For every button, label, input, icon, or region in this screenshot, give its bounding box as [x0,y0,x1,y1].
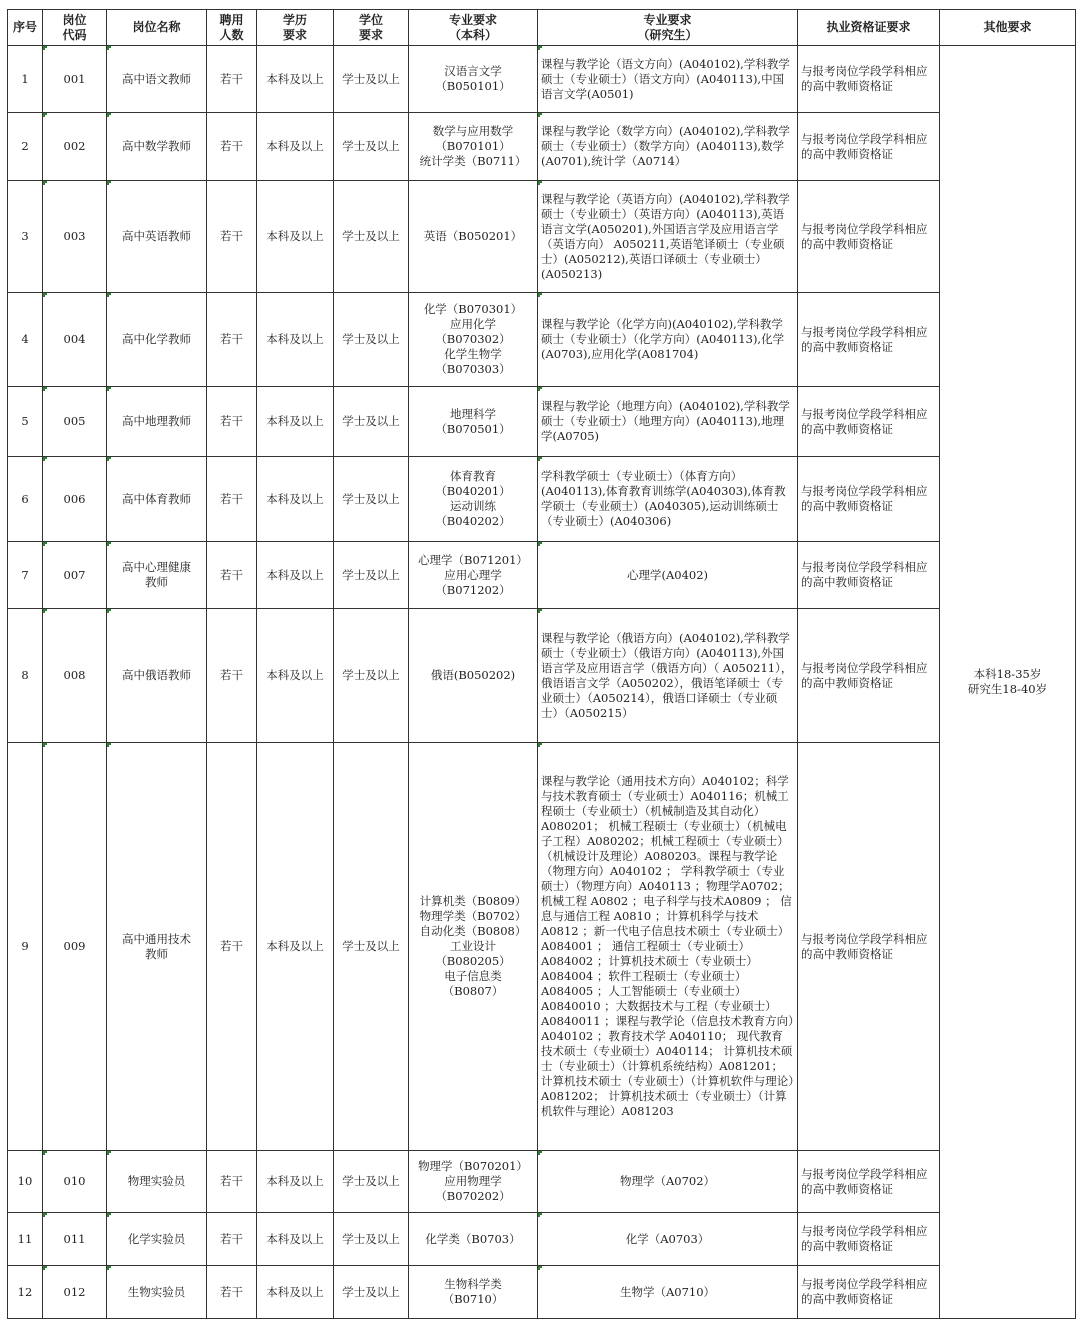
cell-degree-text: 学士及以上 [342,668,400,682]
cell-seq [8,46,43,113]
cell-post-name-text: 高中体育教师 [122,491,191,506]
cell-certificate [798,387,940,457]
cell-major-bachelor-text: 化学类（B0703） [425,1231,521,1246]
cell-major-bachelor-text: 地理科学 （B070501） [435,406,511,436]
cell-degree-text: 学士及以上 [342,567,400,582]
cell-corner-marker [43,609,47,613]
cell-hire-count-text: 若干 [220,1284,243,1299]
cell-post-name [107,293,207,387]
cell-post-code [43,1213,107,1266]
cell-corner-marker [43,1213,47,1217]
cell-certificate [798,1151,940,1213]
cell-hire-count-text: 若干 [220,71,243,86]
cell-corner-marker [107,743,111,747]
cell-degree [334,387,409,457]
cell-post-code [43,387,107,457]
cell-corner-marker [538,542,542,546]
cell-major-graduate-text: 化学（A0703） [625,1231,710,1246]
cell-hire-count-text: 若干 [220,939,243,953]
cell-certificate-text: 与报考岗位学段学科相应的高中教师资格证 [801,1277,928,1306]
header-other: 其他要求 [940,10,1076,46]
cell-post-code [43,113,107,181]
cell-seq [8,542,43,609]
header-education: 学历 要求 [257,10,334,46]
cell-degree-text: 学士及以上 [342,1284,400,1299]
cell-degree [334,181,409,293]
cell-certificate-text: 与报考岗位学段学科相应的高中教师资格证 [801,560,928,589]
cell-major-graduate [538,1151,798,1213]
cell-major-graduate [538,46,798,113]
cell-major-bachelor [409,1266,538,1319]
cell-seq-text: 9 [21,939,29,953]
cell-education-text: 本科及以上 [266,139,324,153]
cell-major-graduate-text: 课程与教学论（语文方向）(A040102),学科教学硕士（专业硕士）（语文方向）(A040113),中国语言文学(A0501) [541,56,790,101]
cell-seq [8,1151,43,1213]
cell-post-code-text: 010 [63,1174,86,1188]
cell-hire-count [207,1151,257,1213]
cell-education-text: 本科及以上 [266,1231,324,1246]
cell-education [257,293,334,387]
cell-hire-count [207,743,257,1151]
cell-post-code-text: 011 [63,1231,86,1246]
cell-major-bachelor-text: 英语（B050201） [423,229,523,243]
cell-post-code [43,1151,107,1213]
cell-certificate [798,1213,940,1266]
cell-post-code-text: 003 [63,229,86,243]
cell-major-bachelor-text: 数学与应用数学 （B070101） 统计学类（B0711） [419,124,527,168]
cell-post-code [43,542,107,609]
cell-certificate [798,46,940,113]
table-row [8,46,1076,113]
table-row [8,113,1076,181]
cell-major-bachelor-text: 生物科学类 （B0710） [442,1277,504,1306]
cell-education [257,542,334,609]
cell-hire-count [207,293,257,387]
cell-hire-count [207,609,257,743]
cell-corner-marker [43,293,47,297]
cell-post-code [43,293,107,387]
cell-corner-marker [43,542,47,546]
cell-post-code-text: 006 [63,491,86,506]
cell-post-code [43,609,107,743]
cell-major-bachelor [409,1151,538,1213]
cell-corner-marker [107,1151,111,1155]
table-row [8,387,1076,457]
cell-hire-count-text: 若干 [220,1231,243,1246]
header-row [8,10,1076,46]
cell-education-text: 本科及以上 [266,567,324,582]
cell-degree [334,743,409,1151]
cell-education-text: 本科及以上 [266,229,324,243]
cell-seq-text: 11 [17,1231,33,1246]
cell-seq [8,457,43,542]
cell-major-graduate [538,1213,798,1266]
cell-degree-text: 学士及以上 [342,1231,400,1246]
cell-other-requirement [940,46,1076,1319]
cell-hire-count [207,113,257,181]
cell-post-code-text: 012 [63,1284,86,1299]
cell-post-name [107,743,207,1151]
cell-corner-marker [43,181,47,185]
cell-degree [334,1266,409,1319]
cell-major-graduate-text: 生物学（A0710） [619,1284,716,1299]
cell-major-bachelor [409,1213,538,1266]
cell-degree-text: 学士及以上 [342,229,400,243]
cell-degree-text: 学士及以上 [342,491,400,506]
cell-education-text: 本科及以上 [266,1174,324,1188]
cell-hire-count [207,542,257,609]
cell-seq-text: 2 [21,139,29,153]
cell-seq [8,609,43,743]
cell-post-name [107,113,207,181]
cell-degree [334,457,409,542]
header-post-code: 岗位 代码 [43,10,107,46]
cell-seq [8,181,43,293]
cell-corner-marker [107,46,111,50]
cell-post-name [107,457,207,542]
cell-certificate-text: 与报考岗位学段学科相应的高中教师资格证 [801,1224,928,1253]
cell-seq-text: 5 [21,414,29,428]
cell-post-name-text: 高中俄语教师 [122,668,191,682]
cell-education [257,609,334,743]
cell-major-bachelor-text: 俄语(B050202) [430,668,516,682]
cell-post-name [107,1266,207,1319]
cell-major-bachelor [409,542,538,609]
cell-degree-text: 学士及以上 [342,939,400,953]
cell-education [257,743,334,1151]
header-post-name: 岗位名称 [107,10,207,46]
cell-major-bachelor-text: 汉语言文学 （B050101） [435,64,511,93]
cell-seq-text: 1 [21,71,29,86]
cell-post-code-text: 002 [63,139,86,153]
cell-degree [334,1151,409,1213]
cell-major-graduate-text: 学科教学硕士（专业硕士）（体育方向）(A040113),体育教育训练学(A040303),体育教学硕士（专业硕士）(A040305),运动训练硕士（专业硕士）(A040306) [541,469,786,528]
cell-post-name-text: 物理实验员 [127,1174,186,1188]
cell-corner-marker [538,113,542,117]
cell-certificate-text: 与报考岗位学段学科相应的高中教师资格证 [801,484,928,513]
cell-certificate [798,181,940,293]
cell-major-bachelor-text: 心理学（B071201） 应用心理学 （B071202） [418,552,528,597]
cell-degree [334,293,409,387]
cell-education-text: 本科及以上 [266,1284,324,1299]
cell-hire-count-text: 若干 [220,332,243,346]
cell-major-graduate [538,609,798,743]
cell-education [257,181,334,293]
cell-seq-text: 12 [17,1284,33,1299]
table-row [8,542,1076,609]
cell-post-name [107,1151,207,1213]
cell-major-graduate [538,181,798,293]
cell-seq [8,743,43,1151]
cell-degree-text: 学士及以上 [342,71,400,86]
cell-corner-marker [43,743,47,747]
cell-post-code-text: 007 [63,567,86,582]
cell-hire-count-text: 若干 [220,139,243,153]
cell-post-name-text: 高中化学教师 [122,332,191,346]
cell-education [257,113,334,181]
cell-major-graduate-text: 课程与教学论（化学方向)(A040102),学科教学硕士（专业硕士）（化学方向）(A040113),化学(A0703),应用化学(A081704) [541,317,785,361]
cell-corner-marker [43,1151,47,1155]
cell-post-name-text: 高中心理健康 教师 [122,560,191,589]
cell-post-code [43,1266,107,1319]
cell-corner-marker [538,293,542,297]
cell-post-name-text: 高中英语教师 [122,229,191,243]
cell-major-bachelor [409,457,538,542]
cell-hire-count-text: 若干 [220,491,243,506]
cell-corner-marker [107,542,111,546]
cell-education [257,1213,334,1266]
cell-seq [8,293,43,387]
cell-seq-text: 6 [21,491,29,506]
cell-degree [334,609,409,743]
cell-education-text: 本科及以上 [266,332,324,346]
cell-post-code-text: 001 [63,71,86,86]
cell-corner-marker [538,387,542,391]
cell-hire-count [207,457,257,542]
cell-major-graduate-text: 课程与教学论（俄语方向）(A040102),学科教学硕士（专业硕士）（俄语方向）(A040113),外国语言学及应用语言学（俄语方向）（ A050211），俄语语言文学（A050202），俄语笔译硕士（专业硕士）（A050214），俄语口译硕士（专业硕士）（A050215） [541,630,793,720]
cell-major-graduate [538,293,798,387]
cell-seq [8,1266,43,1319]
cell-certificate [798,743,940,1151]
cell-post-code-text: 008 [63,668,86,682]
cell-seq-text: 8 [21,668,29,682]
cell-education [257,46,334,113]
cell-hire-count-text: 若干 [220,229,243,243]
cell-major-bachelor-text: 体育教育 （B040201） 运动训练 （B040202） [435,469,511,528]
cell-seq [8,387,43,457]
cell-certificate [798,609,940,743]
cell-education [257,1151,334,1213]
cell-corner-marker [43,113,47,117]
cell-certificate [798,113,940,181]
table-row [8,1266,1076,1319]
cell-corner-marker [107,1266,111,1270]
cell-certificate [798,542,940,609]
cell-hire-count [207,181,257,293]
table-row [8,181,1076,293]
cell-major-graduate [538,542,798,609]
cell-major-graduate [538,387,798,457]
header-hire-count: 聘用 人数 [207,10,257,46]
cell-major-graduate [538,1266,798,1319]
cell-corner-marker [43,1266,47,1270]
header-seq: 序号 [8,10,43,46]
cell-corner-marker [538,46,542,50]
cell-major-bachelor [409,181,538,293]
cell-corner-marker [538,181,542,185]
cell-corner-marker [107,293,111,297]
cell-certificate-text: 与报考岗位学段学科相应的高中教师资格证 [801,931,928,961]
cell-corner-marker [107,113,111,117]
cell-major-graduate-text: 课程与教学论（通用技术方向）A040102；科学与技术教育硕士（专业硕士）A040116；机械工程硕士（专业硕士）（机械制造及其自动化）A080201； 机械工程硕士（专业硕士）（机械电子工程）A080202；机械工程硕士（专业硕士）（机械设计及理论）A080203。课程与教学论（物理方向）A040102 ； 学科教学硕士（专业硕士）（物理方向）A040113 ；物理学A0702；机械工程 A0802 ；电子科学与技术A0809 ； 信息与通信工程 A0810 ；计算机科学与技术 A0812 ；新一代电子信息技术硕士（专业硕士）A084001 ； 通信工程硕士（专业硕士）A084002 ；计算机技术硕士（专业硕士）A084004 ；软件工程硕士（专业硕士）A084005 ；人工智能硕士（专业硕士）A0840010 ；大数据技术与工程（专业硕士）A0840011 ；课程与教学论（信息技术教育方向）A040102 ；教育技术学 A040110； 现代教育技术硕士（专业硕士）A040114； 计算机技术硕士（专业硕士）（计算机系统结构）A081201； 计算机技术硕士（专业硕士）（计算机软件与理论）A081202； 计算机技术硕士（专业硕士）（计算机软件与理论）A081203 [541,774,794,1118]
cell-major-graduate [538,457,798,542]
cell-major-bachelor-text: 计算机类（B0809） 物理学类（B0702） 自动化类（B0808） 工业设计 （B080205） 电子信息类 （B0807） [419,894,527,998]
cell-certificate-text: 与报考岗位学段学科相应的高中教师资格证 [801,660,928,690]
cell-certificate-text: 与报考岗位学段学科相应的高中教师资格证 [801,64,928,93]
cell-corner-marker [107,181,111,185]
cell-education [257,457,334,542]
cell-corner-marker [107,1213,111,1217]
other-requirement-text: 本科18-35岁 研究生18-40岁 [967,667,1048,696]
cell-certificate-text: 与报考岗位学段学科相应的高中教师资格证 [801,131,928,161]
table-row [8,609,1076,743]
cell-degree [334,113,409,181]
cell-post-code [43,46,107,113]
cell-post-code [43,457,107,542]
cell-corner-marker [538,457,542,461]
cell-major-graduate-text: 心理学(A0402) [626,567,709,582]
cell-major-graduate-text: 课程与教学论（数学方向）(A040102),学科教学硕士（专业硕士）（数学方向）(A040113),数学(A0701),统计学（A0714） [541,124,790,168]
cell-hire-count-text: 若干 [220,668,243,682]
cell-certificate [798,457,940,542]
cell-hire-count-text: 若干 [220,567,243,582]
cell-hire-count [207,1266,257,1319]
cell-post-name-text: 高中语文教师 [122,71,191,86]
cell-degree [334,46,409,113]
cell-seq-text: 10 [17,1174,33,1188]
cell-education-text: 本科及以上 [266,71,324,86]
cell-corner-marker [107,387,111,391]
header-certificate: 执业资格证要求 [798,10,940,46]
cell-major-bachelor-text: 物理学（B070201） 应用物理学 （B070202） [418,1159,528,1203]
cell-major-graduate [538,113,798,181]
cell-seq [8,1213,43,1266]
recruitment-table [7,9,1076,1319]
cell-seq-text: 3 [21,229,29,243]
cell-post-name [107,542,207,609]
cell-hire-count [207,387,257,457]
cell-hire-count-text: 若干 [220,414,243,428]
cell-education-text: 本科及以上 [266,414,324,428]
table-row [8,743,1076,1151]
cell-corner-marker [43,387,47,391]
cell-post-code-text: 005 [63,414,86,428]
cell-post-name [107,387,207,457]
cell-certificate [798,1266,940,1319]
cell-hire-count [207,1213,257,1266]
cell-major-bachelor [409,46,538,113]
cell-education-text: 本科及以上 [266,939,324,953]
cell-corner-marker [538,1151,542,1155]
cell-major-bachelor [409,113,538,181]
cell-certificate-text: 与报考岗位学段学科相应的高中教师资格证 [801,406,928,436]
cell-degree-text: 学士及以上 [342,1174,400,1188]
cell-post-name [107,46,207,113]
cell-certificate [798,293,940,387]
cell-hire-count-text: 若干 [220,1174,243,1188]
cell-corner-marker [107,457,111,461]
cell-major-graduate-text: 课程与教学论（英语方向）(A040102),学科教学硕士（专业硕士）（英语方向）(A040113),英语语言文学(A050201),外国语言学及应用语言学（英语方向） A050211,英语笔译硕士（专业硕士）(A050212),英语口译硕士（专业硕士）(A050213) [541,191,790,281]
cell-corner-marker [538,1213,542,1217]
cell-major-bachelor-text: 化学（B070301） 应用化学 （B070302） 化学生物学 （B070303） [423,302,523,376]
cell-seq-text: 4 [21,332,29,346]
cell-degree [334,542,409,609]
cell-major-bachelor [409,293,538,387]
cell-education-text: 本科及以上 [266,491,324,506]
table-row [8,1151,1076,1213]
cell-education [257,387,334,457]
cell-post-code [43,743,107,1151]
cell-major-graduate-text: 课程与教学论（地理方向）(A040102),学科教学硕士（专业硕士）（地理方向）(A040113),地理学(A0705) [541,399,790,443]
cell-post-name-text: 化学实验员 [127,1231,186,1246]
cell-post-code [43,181,107,293]
cell-corner-marker [43,457,47,461]
header-major-graduate: 专业要求 （研究生） [538,10,798,46]
cell-major-bachelor [409,743,538,1151]
cell-education-text: 本科及以上 [266,668,324,682]
table-row [8,1213,1076,1266]
table-row [8,457,1076,542]
cell-corner-marker [538,743,542,747]
cell-hire-count [207,46,257,113]
cell-post-name-text: 高中地理教师 [122,414,191,428]
cell-major-graduate-text: 物理学（A0702） [619,1174,716,1188]
cell-degree [334,1213,409,1266]
cell-post-name-text: 高中通用技术 教师 [122,931,191,961]
cell-seq-text: 7 [21,567,29,582]
cell-education [257,1266,334,1319]
cell-degree-text: 学士及以上 [342,414,400,428]
cell-corner-marker [538,1266,542,1270]
cell-post-code-text: 009 [63,939,86,953]
cell-major-bachelor [409,387,538,457]
header-degree: 学位 要求 [334,10,409,46]
cell-post-name [107,609,207,743]
cell-post-name-text: 高中数学教师 [122,139,191,153]
cell-degree-text: 学士及以上 [342,332,400,346]
cell-post-name [107,181,207,293]
cell-post-name [107,1213,207,1266]
cell-corner-marker [43,46,47,50]
cell-corner-marker [107,609,111,613]
cell-post-name-text: 生物实验员 [127,1284,186,1299]
table-row [8,293,1076,387]
cell-major-bachelor [409,609,538,743]
cell-post-code-text: 004 [63,332,86,346]
cell-certificate-text: 与报考岗位学段学科相应的高中教师资格证 [801,221,928,251]
cell-certificate-text: 与报考岗位学段学科相应的高中教师资格证 [801,1166,928,1196]
cell-seq [8,113,43,181]
cell-major-graduate [538,743,798,1151]
cell-corner-marker [538,609,542,613]
cell-degree-text: 学士及以上 [342,139,400,153]
cell-certificate-text: 与报考岗位学段学科相应的高中教师资格证 [801,324,928,354]
header-major-bachelor: 专业要求 （本科） [409,10,538,46]
